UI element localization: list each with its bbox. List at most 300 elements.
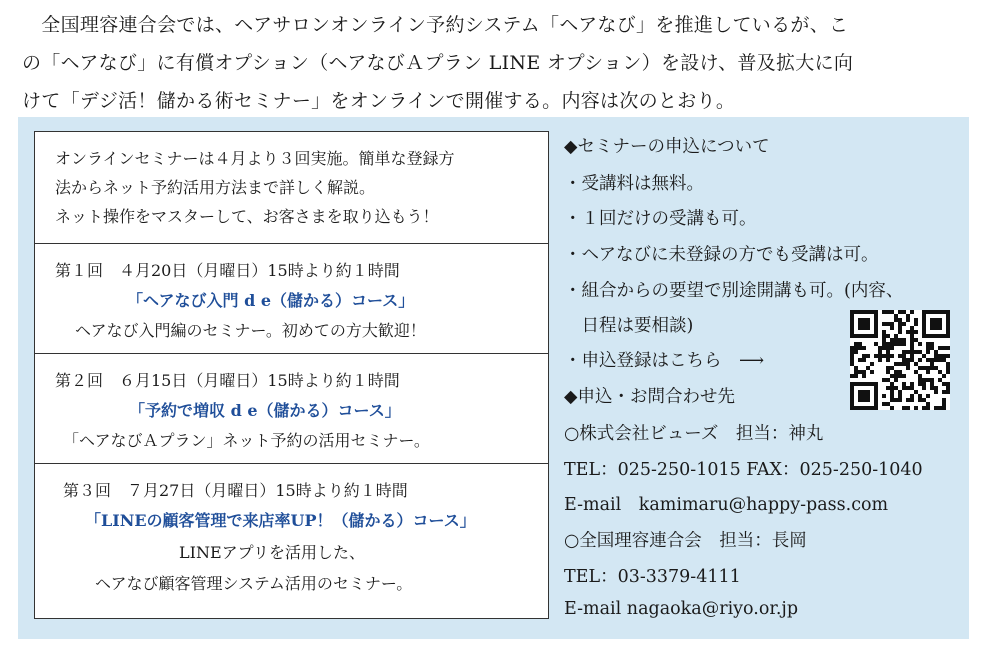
qr-module <box>874 390 878 394</box>
qr-module <box>866 398 870 402</box>
qr-module <box>894 362 898 366</box>
qr-module <box>922 314 926 318</box>
qr-module <box>934 358 938 362</box>
qr-module <box>882 330 886 334</box>
registration-qr-code[interactable] <box>850 310 950 410</box>
qr-module <box>926 370 930 374</box>
qr-module <box>926 358 930 362</box>
qr-module <box>862 354 866 358</box>
qr-module <box>938 354 942 358</box>
qr-module <box>946 346 950 350</box>
qr-module <box>862 374 866 378</box>
qr-module <box>898 390 902 394</box>
session-3-course: 「LINEの顧客管理で来店率UP！（儲かる）コース」 <box>85 511 476 530</box>
qr-module <box>930 382 934 386</box>
qr-module <box>874 334 878 338</box>
qr-module <box>858 358 862 362</box>
qr-module <box>946 382 950 386</box>
qr-module <box>862 322 866 326</box>
qr-module <box>854 366 858 370</box>
qr-module <box>898 330 902 334</box>
qr-module <box>942 334 946 338</box>
qr-module <box>926 342 930 346</box>
qr-module <box>922 378 926 382</box>
qr-module <box>850 398 854 402</box>
qr-module <box>926 394 930 398</box>
qr-module <box>890 310 894 314</box>
intro-line-2: の「ヘアなび」に有償オプション（ヘアなびＡプラン LINE オプション）を設け、普及拡大に向 <box>22 52 854 74</box>
custom-session-note-2: 日程は要相談) <box>564 316 694 336</box>
qr-module <box>866 326 870 330</box>
qr-module <box>858 382 862 386</box>
qr-module <box>878 346 882 350</box>
session-3-date: 第３回 ７月27日（月曜日）15時より約１時間 <box>63 481 408 500</box>
qr-module <box>862 398 866 402</box>
qr-module <box>902 354 906 358</box>
qr-module <box>902 382 906 386</box>
qr-module <box>906 362 910 366</box>
qr-module <box>886 378 890 382</box>
qr-module <box>850 406 854 410</box>
qr-module <box>914 350 918 354</box>
qr-module <box>934 326 938 330</box>
apply-heading: ◆セミナーの申込について <box>564 137 770 157</box>
qr-module <box>922 326 926 330</box>
qr-module <box>930 378 934 382</box>
qr-module <box>934 354 938 358</box>
qr-module <box>870 370 874 374</box>
qr-module <box>906 386 910 390</box>
qr-module <box>934 318 938 322</box>
qr-module <box>902 310 906 314</box>
qr-module <box>894 370 898 374</box>
qr-module <box>866 390 870 394</box>
qr-module <box>874 326 878 330</box>
qr-module <box>874 386 878 390</box>
qr-module <box>854 310 858 314</box>
qr-module <box>854 350 858 354</box>
qr-module <box>906 358 910 362</box>
qr-module <box>934 366 938 370</box>
session-2 <box>35 354 548 464</box>
qr-module <box>934 350 938 354</box>
qr-module <box>902 362 906 366</box>
qr-module <box>886 370 890 374</box>
qr-module <box>930 366 934 370</box>
qr-module <box>890 366 894 370</box>
qr-module <box>942 382 946 386</box>
qr-module <box>862 326 866 330</box>
fee-note: ・受講料は無料。 <box>564 174 704 194</box>
qr-module <box>878 354 882 358</box>
qr-module <box>914 390 918 394</box>
qr-module <box>890 406 894 410</box>
qr-module <box>922 366 926 370</box>
session-1-date: 第１回 ４月20日（月曜日）15時より約１時間 <box>55 261 400 280</box>
union-contact: ○全国理容連合会 担当：長岡 <box>564 531 807 551</box>
session-3-desc-2: ヘアなび顧客管理システム活用のセミナー。 <box>95 574 413 593</box>
qr-module <box>938 326 942 330</box>
qr-module <box>934 386 938 390</box>
qr-module <box>886 342 890 346</box>
qr-module <box>946 322 950 326</box>
qr-module <box>890 346 894 350</box>
qr-module <box>850 402 854 406</box>
qr-module <box>850 390 854 394</box>
qr-module <box>874 342 878 346</box>
qr-module <box>862 346 866 350</box>
register-link[interactable]: ・申込登録はこちら ⟶ <box>564 351 765 371</box>
qr-module <box>850 350 854 354</box>
intro-paragraph <box>22 6 972 120</box>
qr-module <box>902 342 906 346</box>
qr-module <box>894 342 898 346</box>
session-2-desc: 「ヘアなびＡプラン」ネット予約の活用セミナー。 <box>63 431 430 450</box>
qr-module <box>858 342 862 346</box>
qr-module <box>866 322 870 326</box>
qr-module <box>910 334 914 338</box>
qr-module <box>866 394 870 398</box>
qr-module <box>850 346 854 350</box>
qr-module <box>850 322 854 326</box>
qr-module <box>886 402 890 406</box>
qr-module <box>942 402 946 406</box>
qr-module <box>850 382 854 386</box>
qr-module <box>874 398 878 402</box>
qr-module <box>946 334 950 338</box>
qr-module <box>858 390 862 394</box>
qr-module <box>898 362 902 366</box>
summary-line-1: オンラインセミナーは４月より３回実施。簡単な登録方 <box>55 149 455 168</box>
qr-module <box>882 402 886 406</box>
qr-module <box>910 386 914 390</box>
qr-module <box>850 354 854 358</box>
qr-module <box>894 338 898 342</box>
union-tel: TEL：03-3379-4111 <box>564 567 741 587</box>
qr-module <box>850 394 854 398</box>
qr-module <box>942 358 946 362</box>
qr-module <box>882 378 886 382</box>
qr-module <box>906 314 910 318</box>
qr-module <box>938 334 942 338</box>
qr-module <box>922 318 926 322</box>
qr-module <box>934 322 938 326</box>
qr-module <box>902 374 906 378</box>
qr-module <box>870 406 874 410</box>
qr-module <box>902 386 906 390</box>
qr-module <box>934 406 938 410</box>
qr-module <box>934 310 938 314</box>
qr-module <box>858 406 862 410</box>
qr-module <box>874 406 878 410</box>
summary-line-3: ネット操作をマスターして、お客さまを取り込もう！ <box>55 207 439 226</box>
qr-module <box>886 350 890 354</box>
qr-module <box>898 370 902 374</box>
qr-module <box>898 310 902 314</box>
qr-module <box>898 342 902 346</box>
qr-module <box>946 310 950 314</box>
qr-module <box>890 326 894 330</box>
qr-module <box>854 370 858 374</box>
qr-module <box>898 326 902 330</box>
qr-module <box>922 334 926 338</box>
qr-module <box>890 338 894 342</box>
qr-module <box>930 318 934 322</box>
qr-module <box>866 334 870 338</box>
qr-module <box>882 346 886 350</box>
qr-module <box>850 386 854 390</box>
qr-module <box>858 346 862 350</box>
qr-module <box>938 406 942 410</box>
qr-module <box>858 334 862 338</box>
qr-module <box>910 382 914 386</box>
qr-module <box>910 358 914 362</box>
qr-module <box>890 390 894 394</box>
qr-module <box>946 362 950 366</box>
qr-module <box>942 390 946 394</box>
qr-module <box>854 406 858 410</box>
qr-module <box>918 374 922 378</box>
qr-module <box>902 406 906 410</box>
qr-module <box>930 362 934 366</box>
qr-module <box>918 366 922 370</box>
qr-module <box>918 382 922 386</box>
qr-module <box>946 354 950 358</box>
qr-module <box>918 398 922 402</box>
qr-module <box>874 310 878 314</box>
qr-module <box>946 366 950 370</box>
qr-module <box>886 334 890 338</box>
qr-module <box>874 318 878 322</box>
qr-module <box>854 374 858 378</box>
qr-module <box>938 318 942 322</box>
session-1-course: 「ヘアなび入門 d e（儲かる）コース」 <box>127 291 415 310</box>
contact-heading: ◆申込・お問合わせ先 <box>564 387 735 407</box>
company-contact: ○株式会社ビューズ 担当：神丸 <box>564 424 824 444</box>
qr-module <box>898 354 902 358</box>
qr-module <box>878 350 882 354</box>
qr-module <box>934 334 938 338</box>
qr-module <box>890 322 894 326</box>
qr-module <box>934 390 938 394</box>
qr-module <box>914 362 918 366</box>
session-1-desc: ヘアなび入門編のセミナー。初めての方大歓迎！ <box>75 321 426 340</box>
qr-module <box>886 346 890 350</box>
qr-module <box>850 314 854 318</box>
session-1 <box>35 244 548 354</box>
qr-module <box>922 382 926 386</box>
qr-module <box>914 406 918 410</box>
qr-module <box>898 318 902 322</box>
qr-module <box>938 322 942 326</box>
qr-module <box>930 326 934 330</box>
qr-module <box>926 366 930 370</box>
qr-module <box>882 342 886 346</box>
qr-module <box>930 322 934 326</box>
qr-module <box>874 354 878 358</box>
qr-module <box>850 358 854 362</box>
qr-module <box>942 310 946 314</box>
qr-module <box>946 326 950 330</box>
qr-module <box>882 338 886 342</box>
company-email[interactable]: E-mail kamimaru@happy-pass.com <box>564 495 889 515</box>
custom-session-note-1: ・組合からの要望で別途開講も可。(内容、 <box>564 281 904 301</box>
qr-module <box>890 354 894 358</box>
qr-module <box>870 362 874 366</box>
qr-code-icon <box>850 310 950 410</box>
qr-module <box>894 386 898 390</box>
qr-module <box>910 350 914 354</box>
qr-module <box>910 394 914 398</box>
qr-module <box>882 322 886 326</box>
qr-module <box>902 338 906 342</box>
qr-module <box>906 350 910 354</box>
qr-module <box>850 334 854 338</box>
qr-module <box>894 398 898 402</box>
qr-module <box>914 322 918 326</box>
intro-line-3: けて「デジ活！儲かる術セミナー」をオンラインで開催する。内容は次のとおり。 <box>22 90 736 112</box>
qr-module <box>922 386 926 390</box>
qr-module <box>866 318 870 322</box>
qr-module <box>862 406 866 410</box>
qr-module <box>882 354 886 358</box>
qr-module <box>946 318 950 322</box>
qr-module <box>906 398 910 402</box>
seminar-panel <box>18 117 969 639</box>
qr-module <box>914 370 918 374</box>
summary-box <box>35 132 548 244</box>
qr-module <box>938 358 942 362</box>
qr-module <box>914 330 918 334</box>
unregistered-note: ・ヘアなびに未登録の方でも受講は可。 <box>564 245 879 265</box>
qr-module <box>910 342 914 346</box>
qr-module <box>874 394 878 398</box>
qr-module <box>886 358 890 362</box>
qr-module <box>922 354 926 358</box>
qr-module <box>942 406 946 410</box>
qr-module <box>906 406 910 410</box>
qr-module <box>906 366 910 370</box>
qr-module <box>910 338 914 342</box>
qr-module <box>910 326 914 330</box>
qr-module <box>850 374 854 378</box>
qr-module <box>874 322 878 326</box>
qr-module <box>850 362 854 366</box>
qr-module <box>926 406 930 410</box>
qr-module <box>882 334 886 338</box>
qr-module <box>946 370 950 374</box>
qr-module <box>862 310 866 314</box>
qr-module <box>866 406 870 410</box>
qr-module <box>930 334 934 338</box>
qr-module <box>890 394 894 398</box>
qr-module <box>902 358 906 362</box>
qr-module <box>886 310 890 314</box>
qr-module <box>866 310 870 314</box>
qr-module <box>898 398 902 402</box>
qr-module <box>922 406 926 410</box>
session-3-desc-1: LINEアプリを活用した、 <box>179 543 365 562</box>
qr-module <box>926 350 930 354</box>
qr-module <box>938 346 942 350</box>
qr-module <box>850 326 854 330</box>
qr-module <box>942 346 946 350</box>
qr-module <box>922 330 926 334</box>
qr-module <box>850 310 854 314</box>
qr-module <box>906 318 910 322</box>
qr-module <box>870 382 874 386</box>
qr-module <box>858 398 862 402</box>
qr-module <box>938 370 942 374</box>
qr-module <box>858 310 862 314</box>
qr-module <box>946 314 950 318</box>
intro-line-1: 全国理容連合会では、ヘアサロンオンライン予約システム「ヘアなび」を推進しているが、こ <box>22 14 849 36</box>
qr-module <box>930 386 934 390</box>
qr-module <box>894 378 898 382</box>
qr-module <box>942 354 946 358</box>
qr-module <box>918 342 922 346</box>
qr-module <box>926 402 930 406</box>
qr-module <box>946 390 950 394</box>
qr-module <box>854 346 858 350</box>
qr-module <box>862 318 866 322</box>
qr-module <box>946 330 950 334</box>
company-tel: TEL：025-250-1015 FAX：025-250-1040 <box>564 460 923 480</box>
qr-module <box>910 354 914 358</box>
qr-module <box>890 398 894 402</box>
qr-module <box>942 374 946 378</box>
qr-module <box>930 358 934 362</box>
session-schedule <box>34 131 549 619</box>
qr-module <box>910 310 914 314</box>
qr-module <box>858 370 862 374</box>
qr-module <box>858 326 862 330</box>
qr-module <box>938 310 942 314</box>
session-2-date: 第２回 ６月15日（月曜日）15時より約１時間 <box>55 371 400 390</box>
qr-module <box>882 310 886 314</box>
qr-module <box>914 338 918 342</box>
qr-module <box>930 310 934 314</box>
qr-module <box>898 374 902 378</box>
qr-module <box>914 318 918 322</box>
qr-module <box>946 386 950 390</box>
qr-module <box>926 346 930 350</box>
qr-module <box>918 358 922 362</box>
qr-module <box>862 394 866 398</box>
qr-module <box>866 382 870 386</box>
qr-module <box>854 334 858 338</box>
qr-module <box>862 390 866 394</box>
qr-module <box>906 330 910 334</box>
qr-module <box>918 350 922 354</box>
qr-module <box>918 394 922 398</box>
qr-module <box>898 338 902 342</box>
qr-module <box>890 342 894 346</box>
qr-module <box>926 378 930 382</box>
qr-module <box>922 310 926 314</box>
qr-module <box>938 378 942 382</box>
qr-module <box>858 322 862 326</box>
qr-module <box>890 374 894 378</box>
qr-module <box>870 334 874 338</box>
session-3 <box>35 464 548 618</box>
qr-module <box>850 318 854 322</box>
qr-module <box>910 346 914 350</box>
union-email[interactable]: E-mail nagaoka@riyo.or.jp <box>564 599 799 619</box>
qr-module <box>854 342 858 346</box>
qr-module <box>882 394 886 398</box>
qr-module <box>894 334 898 338</box>
